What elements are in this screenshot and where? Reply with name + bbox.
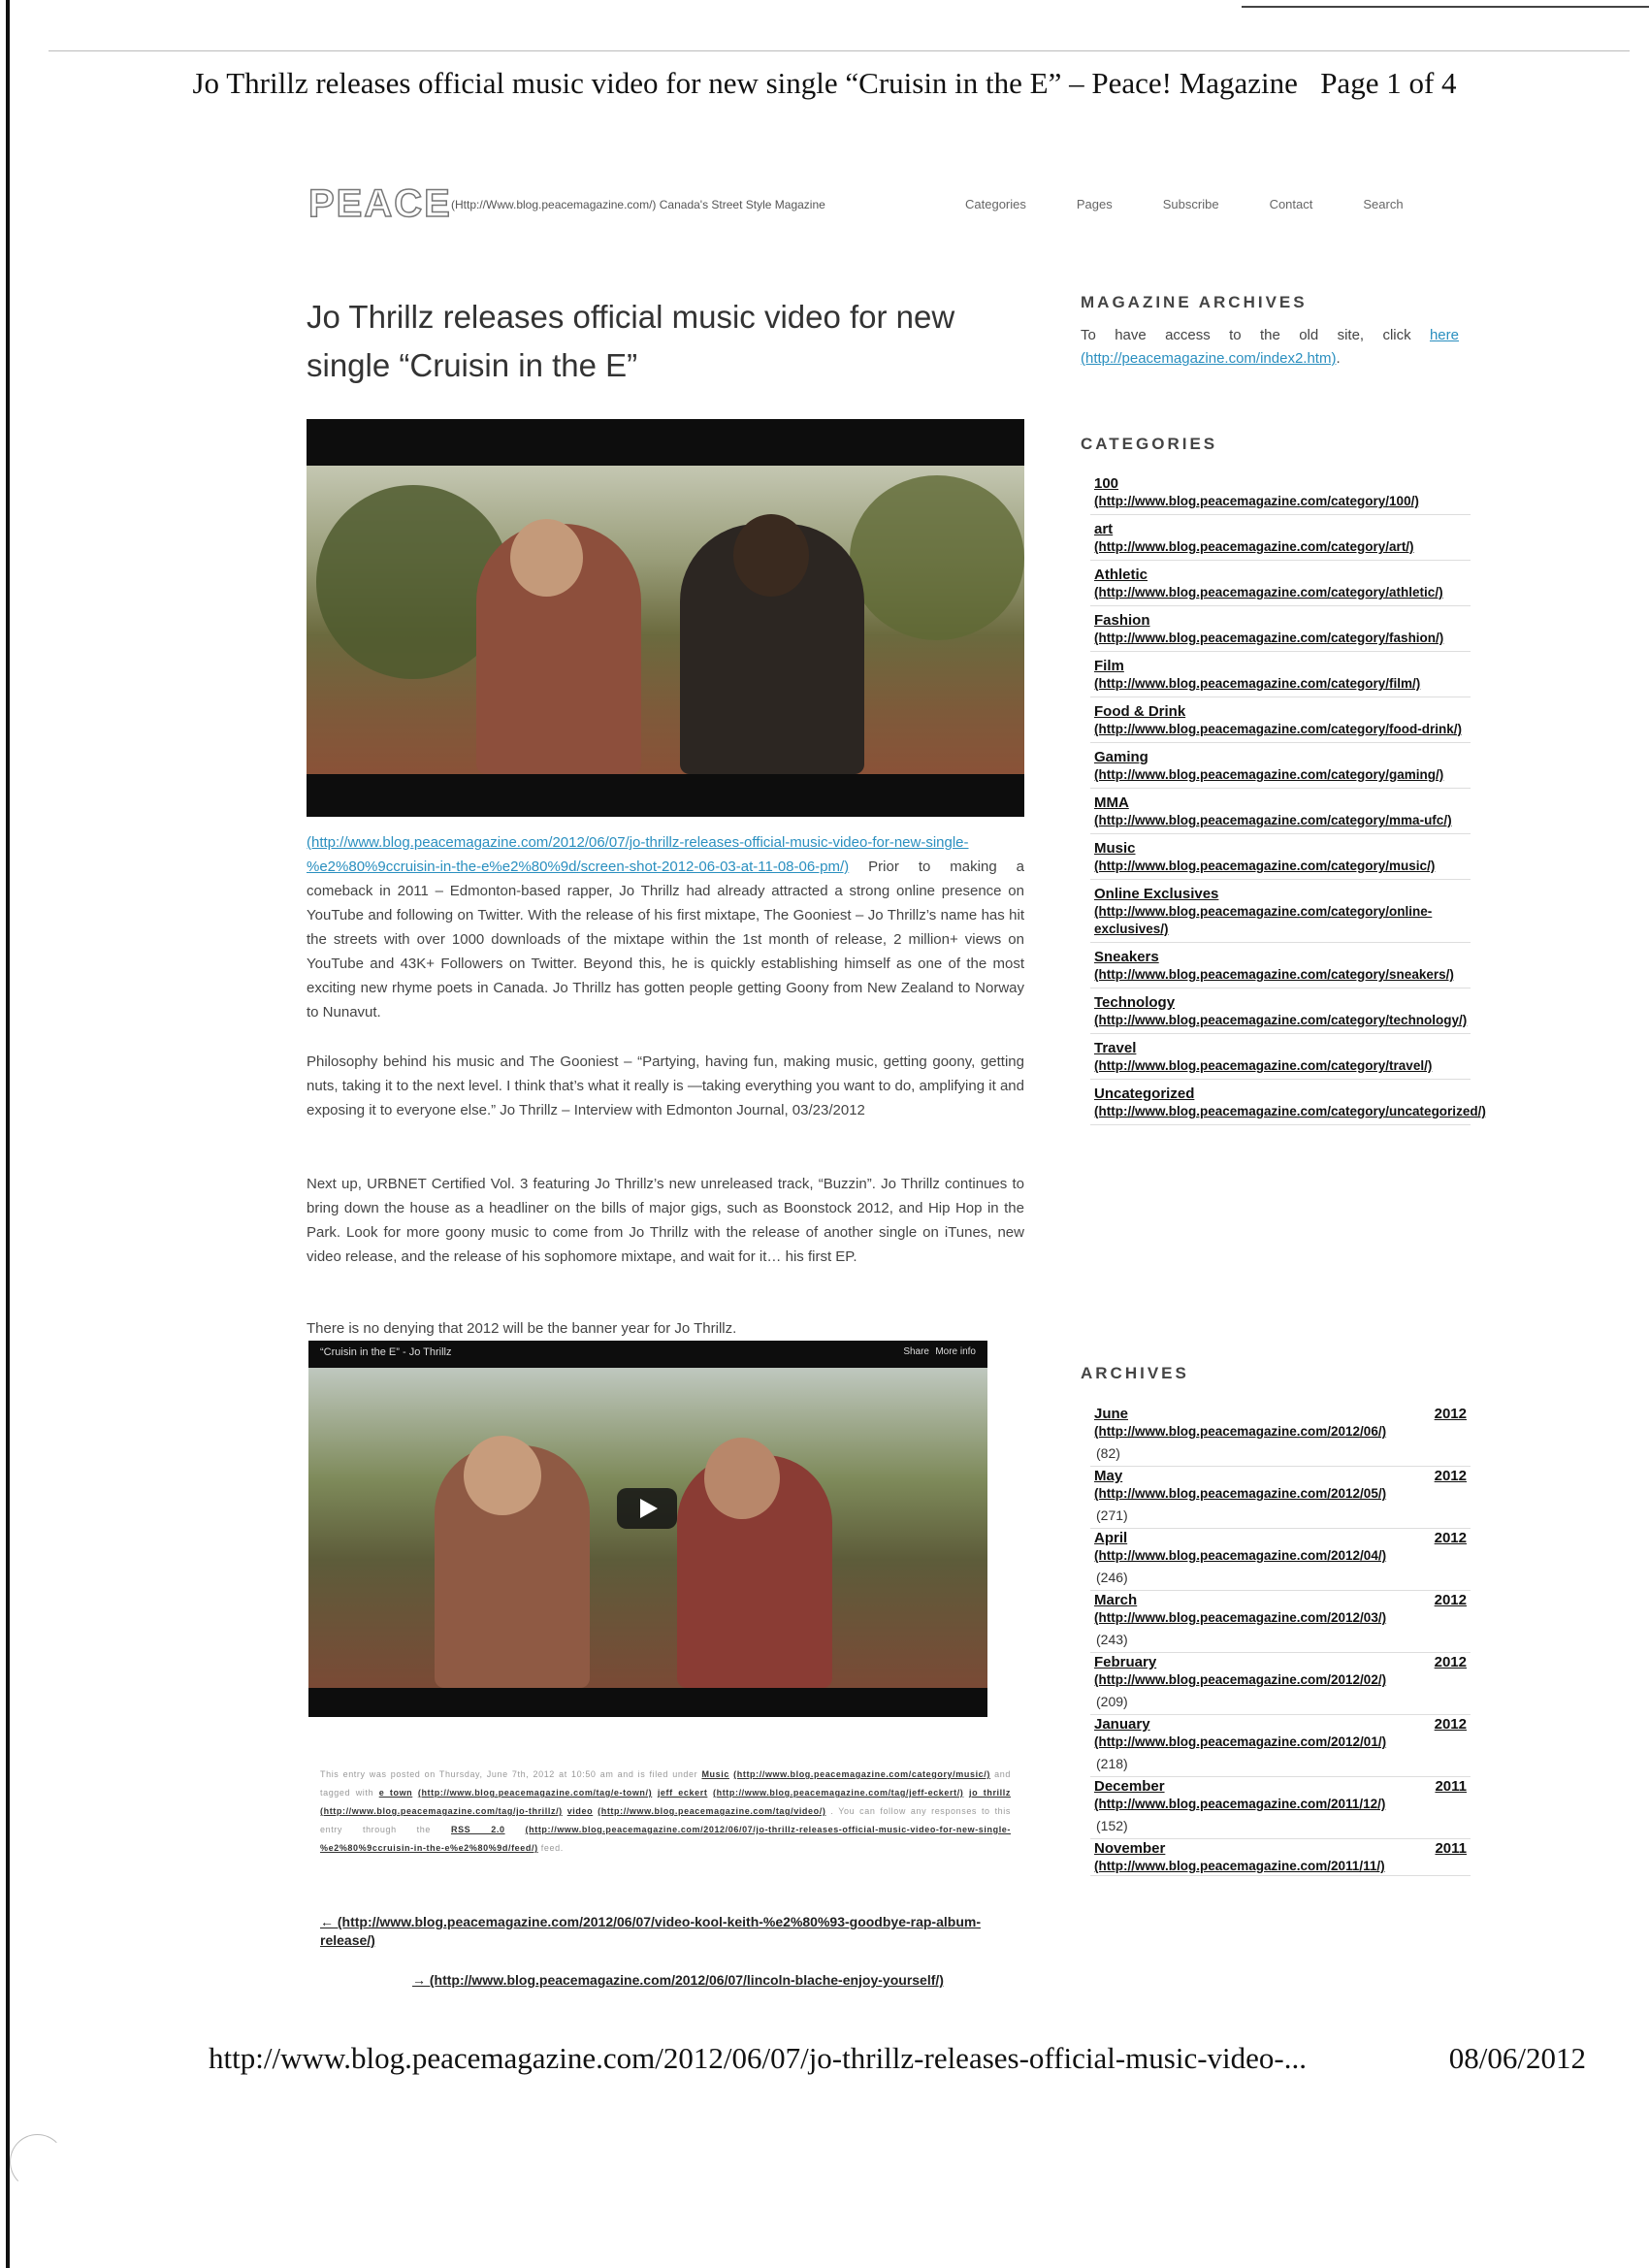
archive-january-2012[interactable]: January 2012 (http://www.blog.peacemagazine.com/2012/01/) (218) <box>1090 1715 1471 1777</box>
print-footer <box>209 2041 1586 2076</box>
category-food-drink[interactable]: Food & Drink (http://www.blog.peacemagazine.com/category/food-drink/) <box>1090 697 1471 743</box>
article-title: Jo Thrillz releases official music video for new single “Cruisin in the E” <box>307 299 955 383</box>
archive-may-2012[interactable]: May 2012 (http://www.blog.peacemagazine.com/2012/05/) (271) <box>1090 1467 1471 1529</box>
category-mma[interactable]: MMA (http://www.blog.peacemagazine.com/category/mma-ufc/) <box>1090 789 1471 834</box>
tag-jo-thrillz[interactable]: jo thrillz <box>968 1788 1011 1798</box>
video-title[interactable]: “Cruisin in the E” - Jo Thrillz <box>320 1346 452 1358</box>
category-gaming[interactable]: Gaming (http://www.blog.peacemagazine.com/category/gaming/) <box>1090 743 1471 789</box>
intro-text: Prior to making a comeback in 2011 – Edmonton-based rapper, Jo Thrillz had already attracted a strong online presence on YouTube and following on Twitter. With the release of his first mixtape, The Gooniest – Jo Thrillz’s name has hit the streets with over 1000 downloads of the mixtape within the 1st month of release, 2 million+ views on YouTube and 43K+ Followers on Twitter. Beyond this, he is quickly establishing himself as one of the most exciting new rhyme poets in Canada. Jo Thrillz has gotten people getting Goony from New Zealand to Norway to Nunavut. <box>307 859 1024 1021</box>
print-header-rule <box>48 50 1630 51</box>
magazine-archives-text: To have access to the old site, click here (http://peacemagazine.com/index2.htm). <box>1081 327 1459 367</box>
scan-left-edge <box>6 0 10 2268</box>
tag-jeff-eckert[interactable]: jeff eckert <box>657 1788 708 1798</box>
archive-april-2012[interactable]: April 2012 (http://www.blog.peacemagazine.com/2012/04/) (246) <box>1090 1529 1471 1591</box>
scan-mark <box>10 2134 65 2189</box>
nav-categories[interactable]: Categories <box>965 197 1026 211</box>
category-online-exclusives[interactable]: Online Exclusives (http://www.blog.peacemagazine.com/category/online-exclusives/) <box>1090 880 1471 943</box>
meta-category-url[interactable]: (http://www.blog.peacemagazine.com/category/music/) <box>733 1769 990 1779</box>
category-athletic[interactable]: Athletic (http://www.blog.peacemagazine.com/category/athletic/) <box>1090 561 1471 606</box>
nav-subscribe[interactable]: Subscribe <box>1162 197 1219 211</box>
category-film[interactable]: Film (http://www.blog.peacemagazine.com/category/film/) <box>1090 652 1471 697</box>
categories-heading: CATEGORIES <box>1081 435 1218 453</box>
play-icon[interactable] <box>617 1488 677 1529</box>
old-site-link[interactable]: here <box>1429 327 1459 343</box>
article-intro <box>307 830 1024 1024</box>
meta-category-link[interactable]: Music <box>701 1769 729 1779</box>
next-post-link[interactable]: → (http://www.blog.peacemagazine.com/2012/06/07/lincoln-blache-enjoy-yourself/) <box>412 1972 944 1988</box>
article-paragraph-2: Philosophy behind his music and The Gooniest – “Partying, having fun, making music, getting goony, getting nuts, taking it to the next level. I think that’s what it really is —taking everything you want to do, amplifying it and exposing it to everyone else.” Jo Thrillz – Interview with Edmonton Journal, 03/23/2012 <box>307 1053 1024 1118</box>
categories-list <box>1090 470 1486 1125</box>
tag-video[interactable]: video <box>566 1806 594 1816</box>
embedded-video[interactable] <box>308 1341 987 1717</box>
archive-february-2012[interactable]: February 2012 (http://www.blog.peacemagazine.com/2012/02/) (209) <box>1090 1653 1471 1715</box>
category-technology[interactable]: Technology (http://www.blog.peacemagazine.com/category/technology/) <box>1090 988 1471 1034</box>
print-footer-date: 08/06/2012 <box>1448 2041 1586 2075</box>
category-fashion[interactable]: Fashion (http://www.blog.peacemagazine.com/category/fashion/) <box>1090 606 1471 652</box>
rss-link[interactable]: RSS 2.0 <box>450 1825 505 1834</box>
logo-link[interactable] <box>451 198 825 211</box>
archives-list <box>1090 1405 1471 1876</box>
print-header-page: Page 1 of 4 <box>1320 66 1457 100</box>
image-scene <box>307 466 1024 774</box>
site-tagline: Canada's Street Style Magazine <box>659 198 825 211</box>
tag-e-town[interactable]: e town <box>378 1788 413 1798</box>
nav-contact[interactable]: Contact <box>1269 197 1313 211</box>
video-more-info-button[interactable]: More info <box>935 1346 976 1357</box>
logo-url: (Http://Www.blog.peacemagazine.com/) <box>451 198 657 211</box>
nav-pages[interactable]: Pages <box>1076 197 1113 211</box>
scan-top-edge <box>1242 6 1649 8</box>
old-site-url[interactable]: (http://peacemagazine.com/index2.htm) <box>1081 350 1337 367</box>
print-header <box>0 66 1649 101</box>
archive-december-2011[interactable]: December 2011 (http://www.blog.peacemagazine.com/2011/12/) (152) <box>1090 1777 1471 1839</box>
print-header-title: Jo Thrillz releases official music video for new single “Cruisin in the E” – Peace! Magazine <box>192 66 1298 100</box>
nav-search[interactable]: Search <box>1363 197 1404 211</box>
category-art[interactable]: art (http://www.blog.peacemagazine.com/category/art/) <box>1090 515 1471 561</box>
video-share-button[interactable]: Share <box>903 1346 929 1357</box>
print-footer-url: http://www.blog.peacemagazine.com/2012/06/07/jo-thrillz-releases-official-music-video-... <box>209 2041 1307 2075</box>
article-screenshot-image[interactable] <box>307 419 1024 817</box>
archives-heading: ARCHIVES <box>1081 1364 1189 1382</box>
main-nav <box>965 197 1404 211</box>
article-paragraph-3: Next up, URBNET Certified Vol. 3 featuring Jo Thrillz’s new unreleased track, “Buzzin”. Jo Thrillz continues to bring down the house as a headliner on the bills of major gigs, such as Boonstock 2012, and Hip Hop in the Park. Look for more goony music to come from Jo Thrillz with the release of another single on iTunes, new video release, and the release of his sophomore mixtape, and wait for it… his first EP. <box>307 1176 1024 1265</box>
previous-post-link[interactable]: ← (http://www.blog.peacemagazine.com/2012/06/07/video-kool-keith-%e2%80%93-goodbye-rap-album-release/) <box>320 1914 981 1948</box>
article-paragraph-4: There is no denying that 2012 will be the banner year for Jo Thrillz. <box>307 1320 737 1337</box>
category-100[interactable]: 100 (http://www.blog.peacemagazine.com/category/100/) <box>1090 470 1471 515</box>
category-travel[interactable]: Travel (http://www.blog.peacemagazine.com/category/travel/) <box>1090 1034 1471 1080</box>
peace-logo[interactable]: PEACE <box>308 182 452 225</box>
category-music[interactable]: Music (http://www.blog.peacemagazine.com/category/music/) <box>1090 834 1471 880</box>
category-sneakers[interactable]: Sneakers (http://www.blog.peacemagazine.com/category/sneakers/) <box>1090 943 1471 988</box>
image-link[interactable]: (http://www.blog.peacemagazine.com/2012/06/07/jo-thrillz-releases-official-music-video-for-new-single-%e2%80%9ccruisin-in-the-e%e2%80%9d/screen-shot-2012-06-03-at-11-08-06-pm/) <box>307 834 969 875</box>
magazine-archives-heading: MAGAZINE ARCHIVES <box>1081 293 1308 311</box>
archive-june-2012[interactable]: June 2012 (http://www.blog.peacemagazine.com/2012/06/) (82) <box>1090 1405 1471 1467</box>
category-uncategorized[interactable]: Uncategorized (http://www.blog.peacemagazine.com/category/uncategorized/) <box>1090 1080 1471 1125</box>
archive-november-2011[interactable]: November 2011 (http://www.blog.peacemagazine.com/2011/11/) <box>1090 1839 1471 1876</box>
post-meta: This entry was posted on Thursday, June 7th, 2012 at 10:50 am and is filed under Music (http://www.blog.peacemagazine.com/category/music/) and tagged with e town (http://www.blog.peacemagazine.com/tag/e-town/) jeff eckert (http://www.blog.peacemagazine.com/tag/jeff-eckert/) jo thrillz (http://www.blog.peacemagazine.com/tag/jo-thrillz/) video (http://www.blog.peacemagazine.com/tag/video/) . You can follow any responses to this entry through the RSS 2.0 (http://www.blog.peacemagazine.com/2012/06/07/jo-thrillz-releases-official-music-video-for-new-single-%e2%80%9ccruisin-in-the-e%e2%80%9d/feed/) feed. <box>320 1769 1012 1853</box>
archive-march-2012[interactable]: March 2012 (http://www.blog.peacemagazine.com/2012/03/) (243) <box>1090 1591 1471 1653</box>
